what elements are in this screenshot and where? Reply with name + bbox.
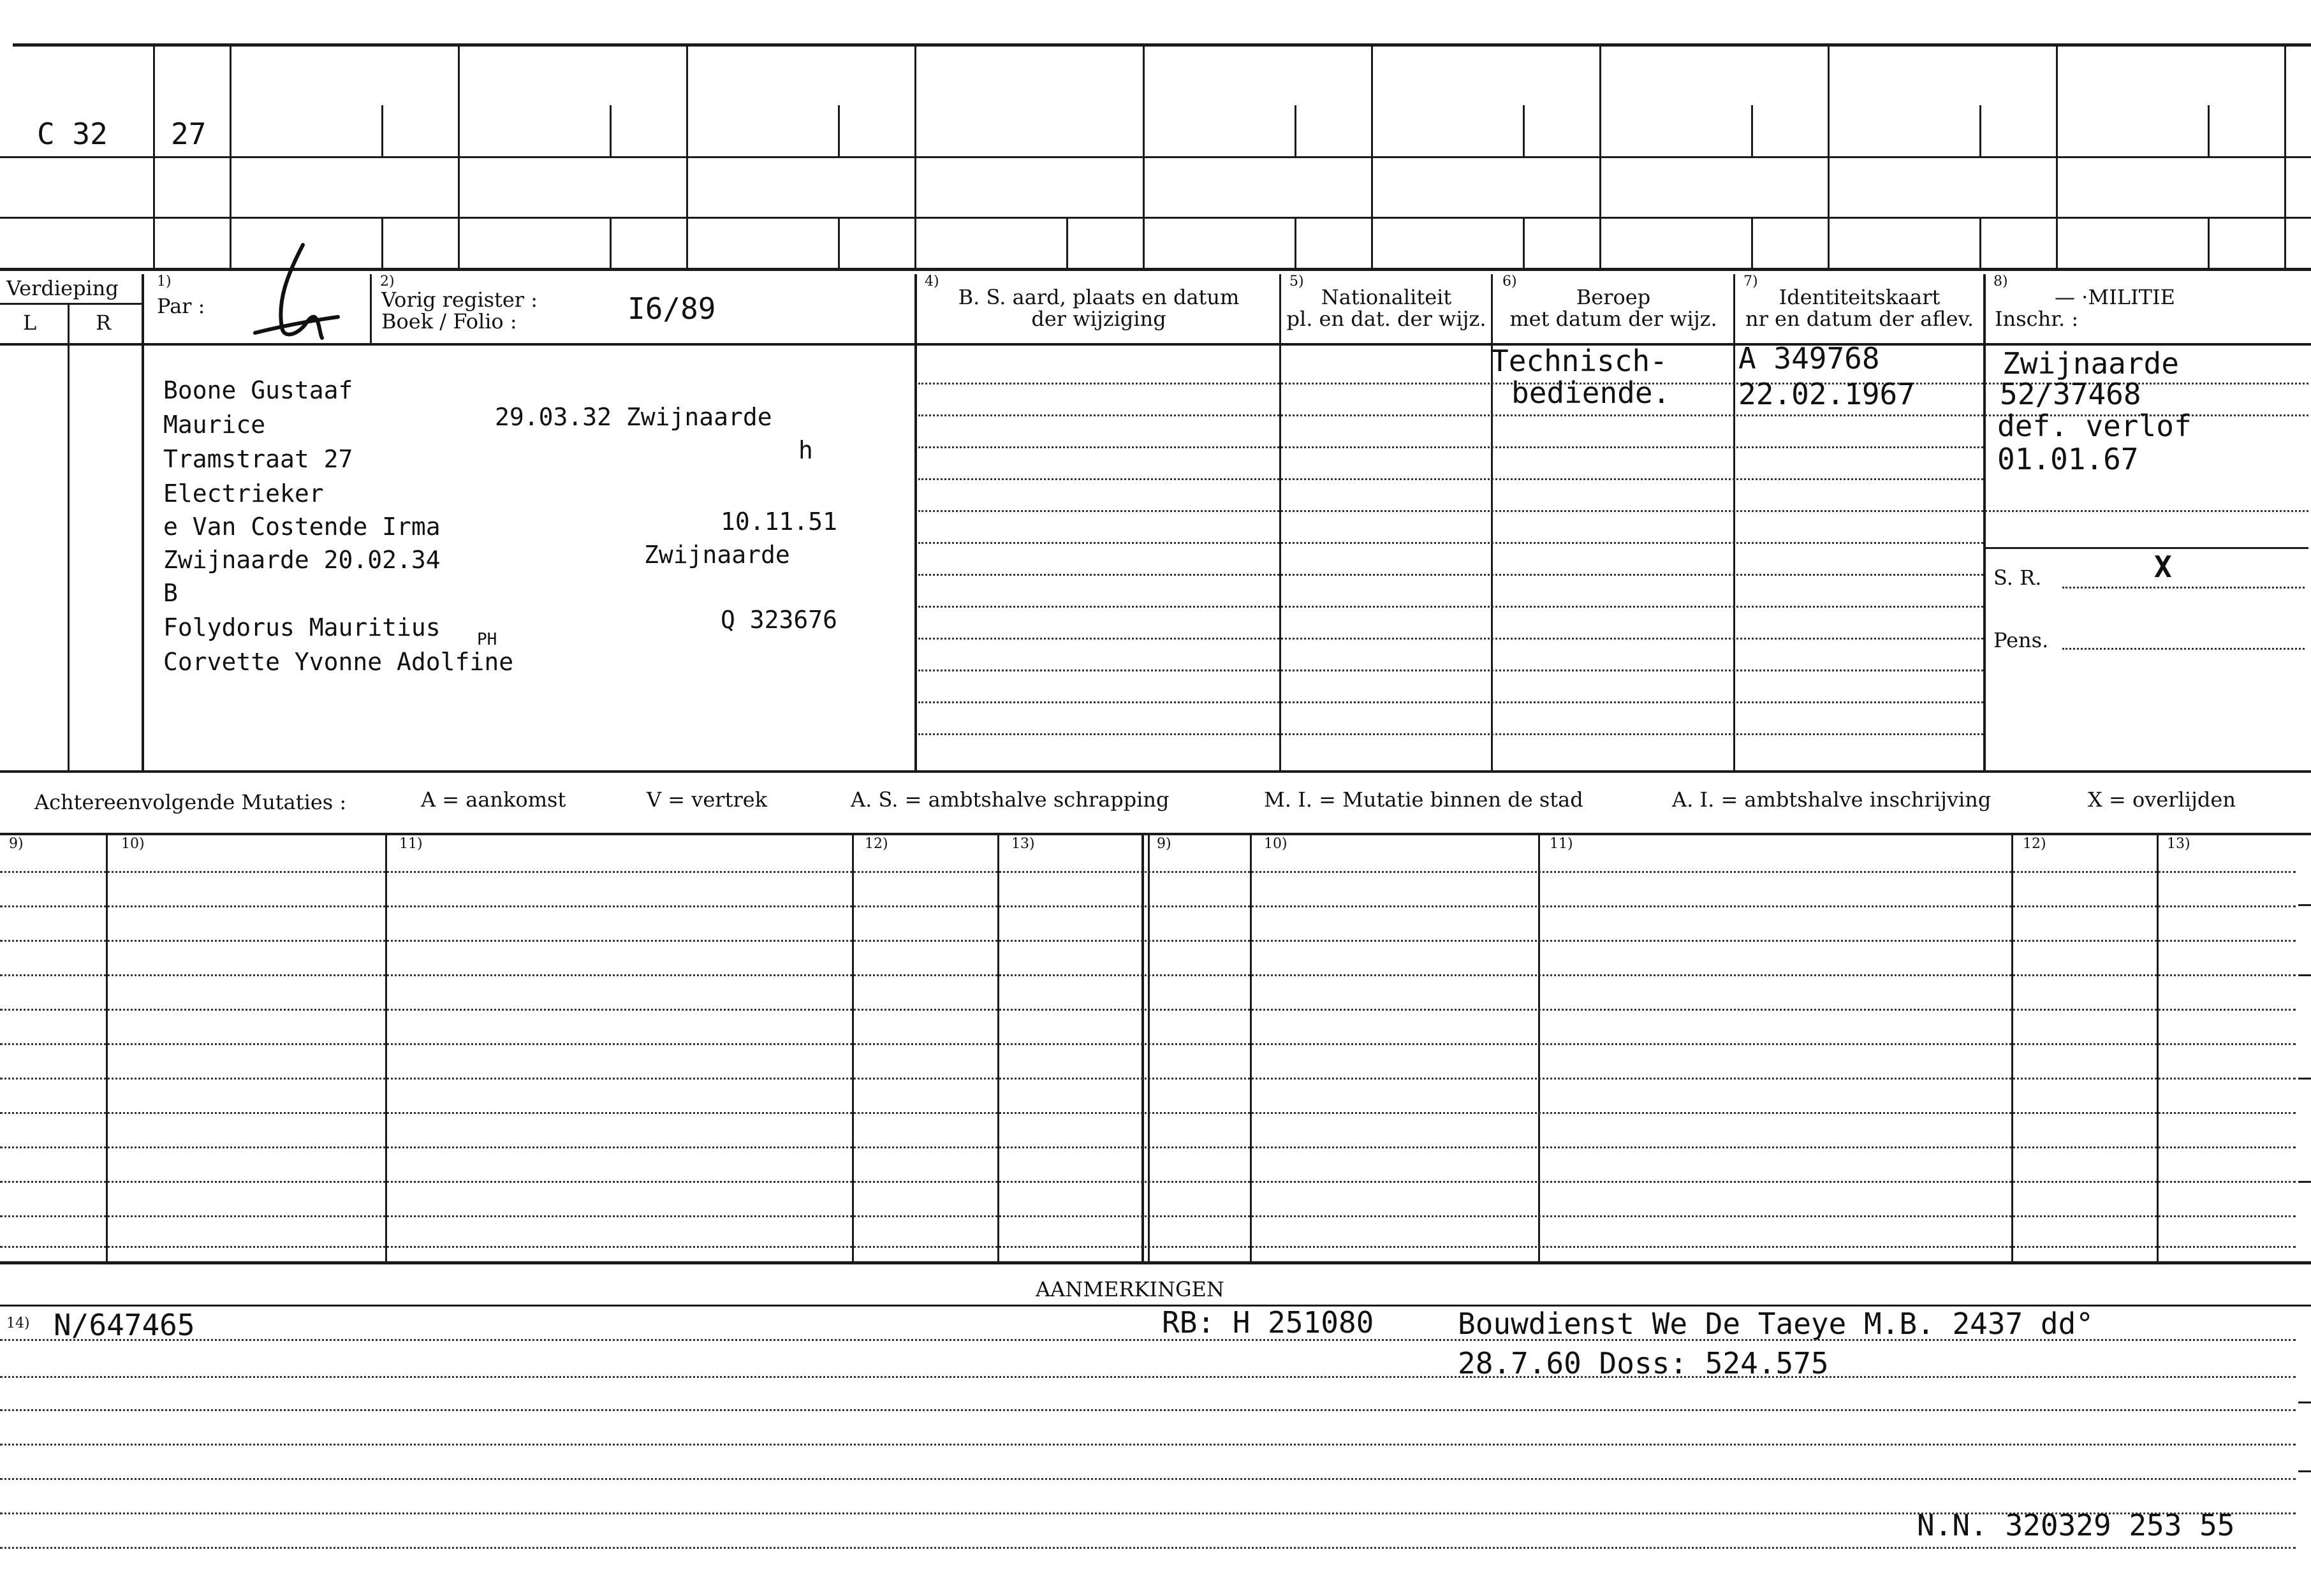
- national-number: N.N. 320329 253 55: [1917, 1508, 2235, 1542]
- mut-col-divider: [852, 834, 854, 1263]
- mut-col-9: 9): [9, 836, 24, 852]
- remark-bouwdienst: Bouwdienst We De Taeye M.B. 2437 dd°: [1458, 1307, 2094, 1341]
- boek-folio-value: I6/89: [627, 291, 716, 326]
- boek-folio-label: Boek / Folio :: [381, 309, 517, 333]
- field-num-2: 2): [380, 274, 395, 289]
- field-num-4: 4): [925, 274, 939, 289]
- mut-dotted-row: [0, 871, 2296, 873]
- col5-header-line1: Nationaliteit: [1321, 285, 1452, 309]
- dotted-row: [918, 542, 1983, 544]
- mut-col-divider: [2157, 834, 2159, 1263]
- person-spouse: e Van Costende Irma: [163, 513, 441, 541]
- col-divider-7: [1733, 274, 1735, 772]
- body-bottom-line: [0, 770, 2311, 773]
- top-grid-divider: [458, 45, 460, 269]
- mut-col-divider: [1538, 834, 1540, 1263]
- col8-header-line2: Inschr. :: [1995, 307, 2079, 331]
- code-c32: C 32: [37, 117, 108, 151]
- edge-tick: [2298, 904, 2311, 906]
- par-signature: [242, 237, 344, 346]
- top-grid-divider: [914, 45, 916, 269]
- col8-header-line1: — ·MILITIE: [2055, 285, 2175, 309]
- col-divider-2: [370, 274, 372, 344]
- person-profession: Electrieker: [163, 480, 324, 508]
- top-grid-divider: [1599, 45, 1601, 269]
- mut-col-13: 13): [1011, 836, 1035, 852]
- dotted-row: [918, 478, 1983, 480]
- col-r-label: R: [96, 311, 112, 335]
- dotted-row: [918, 638, 1983, 640]
- remark-rb: RB: H 251080: [1162, 1305, 1374, 1340]
- top-grid-subdivider: [838, 105, 840, 156]
- col-divider-1: [142, 274, 144, 772]
- mut-dotted-row: [0, 974, 2296, 976]
- top-grid-divider: [1371, 45, 1373, 269]
- col-divider-4: [914, 274, 917, 772]
- beroep-line1: Technisch-: [1491, 344, 1668, 378]
- militie-number: 52/37468: [2000, 377, 2141, 411]
- field-num-8: 8): [1993, 274, 2008, 289]
- top-grid-divider: [230, 45, 231, 269]
- edge-tick: [2298, 974, 2311, 976]
- mut-col-11: 11): [399, 836, 423, 852]
- top-grid-subdivider: [1751, 105, 1753, 156]
- remark-dotted-row: [0, 1339, 2296, 1341]
- mut-col-12: 12): [865, 836, 888, 852]
- mut-col-divider-center: [1148, 834, 1150, 1263]
- mut-col-divider: [106, 834, 108, 1263]
- identiteit-number: A 349768: [1738, 341, 1880, 376]
- top-grid-subdivider: [1979, 217, 1981, 268]
- legend-overlijden: X = overlijden: [2088, 787, 2236, 812]
- mut-dotted-row: [0, 1078, 2296, 1080]
- legend-schrapping: A. S. = ambtshalve schrapping: [851, 787, 1170, 812]
- mut-col-divider: [1250, 834, 1252, 1263]
- mut-col-divider-center: [1141, 834, 1144, 1263]
- mut-col-10: 10): [121, 836, 145, 852]
- ph-mark: PH: [477, 630, 497, 649]
- top-grid-subdivider: [381, 105, 383, 156]
- edge-tick: [2298, 1078, 2311, 1080]
- field-num-6: 6): [1502, 274, 1517, 289]
- beroep-line2: bediende.: [1511, 376, 1671, 410]
- mutaties-top-line: [0, 833, 2311, 835]
- mut-dotted-row: [0, 1246, 2296, 1248]
- legend-inschrijving: A. I. = ambtshalve inschrijving: [1672, 787, 1992, 812]
- col-divider-8: [1983, 274, 1986, 772]
- col7-header-line2: nr en datum der aflev.: [1745, 307, 1974, 331]
- militie-place: Zwijnaarde: [2002, 346, 2179, 381]
- mut-dotted-row: [0, 1043, 2296, 1045]
- mut-col-divider: [385, 834, 387, 1263]
- top-grid-subdivider: [610, 217, 612, 268]
- col6-header-line1: Beroep: [1576, 285, 1651, 309]
- remark-dotted-row: [0, 1547, 2296, 1549]
- person-q-number: Q 323676: [721, 606, 838, 634]
- sr-value: X: [2154, 550, 2172, 584]
- verdieping-divider: [0, 303, 142, 305]
- verdieping-label: Verdieping: [6, 276, 119, 300]
- mutaties-title: Achtereenvolgende Mutaties :: [34, 790, 347, 814]
- col6-header-line2: met datum der wijz.: [1509, 307, 1717, 331]
- aanmerkingen-title: AANMERKINGEN: [1036, 1277, 1224, 1301]
- mut-col-12b: 12): [2023, 836, 2046, 852]
- militie-status: def. verlof: [1997, 409, 2192, 443]
- col-divider-5: [1279, 274, 1281, 772]
- col5-header-line2: pl. en dat. der wijz.: [1286, 307, 1486, 331]
- person-b-mark: B: [163, 579, 178, 607]
- top-grid-rule: [0, 156, 2311, 158]
- edge-tick: [2298, 1470, 2311, 1472]
- mut-col-13b: 13): [2167, 836, 2190, 852]
- top-border-line: [13, 43, 2311, 47]
- marriage-date: 10.11.51: [721, 508, 838, 536]
- field-num-5: 5): [1289, 274, 1304, 289]
- header-top-line: [0, 268, 2311, 271]
- col4-header-line1: B. S. aard, plaats en datum: [958, 285, 1240, 309]
- dotted-row: [918, 446, 1983, 448]
- top-grid-subdivider: [1523, 217, 1525, 268]
- remark-dotted-row: [0, 1444, 2296, 1446]
- militie-divider: [1986, 547, 2308, 549]
- mut-dotted-row: [0, 1181, 2296, 1183]
- code-27: 27: [171, 117, 207, 151]
- top-grid-subdivider: [838, 217, 840, 268]
- sr-dotted-line: [2062, 587, 2305, 589]
- top-grid-divider: [2284, 45, 2286, 269]
- top-grid-rule: [0, 217, 2311, 219]
- mutaties-bottom-line: [0, 1261, 2311, 1264]
- militie-date: 01.01.67: [1997, 442, 2139, 476]
- top-grid-subdivider: [1295, 217, 1296, 268]
- top-grid-subdivider: [1066, 217, 1068, 268]
- mut-dotted-row: [0, 1009, 2296, 1011]
- remark-dossier: 28.7.60 Doss: 524.575: [1458, 1346, 1829, 1380]
- par-label: Par :: [157, 294, 205, 318]
- vorig-register-label: Vorig register :: [381, 288, 538, 312]
- mut-col-divider: [997, 834, 999, 1263]
- top-grid-divider: [153, 45, 155, 269]
- mother-name: Corvette Yvonne Adolfine: [163, 648, 514, 676]
- remark-dotted-row: [0, 1376, 2296, 1378]
- spouse-birthplace: Zwijnaarde: [644, 541, 790, 569]
- pens-label: Pens.: [1993, 628, 2049, 652]
- person-address: Tramstraat 27: [163, 445, 353, 473]
- mut-col-11b: 11): [1550, 836, 1573, 852]
- dotted-row: [918, 510, 2308, 512]
- dotted-row: [918, 733, 1983, 735]
- dotted-row: [918, 670, 1983, 671]
- person-name: Boone Gustaaf: [163, 376, 353, 404]
- top-grid-subdivider: [1751, 217, 1753, 268]
- sr-label: S. R.: [1993, 566, 2042, 590]
- dotted-row: [918, 574, 1983, 576]
- mut-col-9b: 9): [1157, 836, 1171, 852]
- person-h-mark: h: [798, 436, 813, 464]
- col7-header-line1: Identiteitskaart: [1779, 285, 1941, 309]
- top-grid-subdivider: [2208, 105, 2210, 156]
- pens-dotted-line: [2062, 648, 2305, 650]
- top-grid-subdivider: [381, 217, 383, 268]
- mut-dotted-row: [0, 1215, 2296, 1217]
- father-name: Folydorus Mauritius: [163, 613, 441, 641]
- top-grid-divider: [2056, 45, 2058, 269]
- spouse-birth: Zwijnaarde 20.02.34: [163, 546, 441, 574]
- field-num-1: 1): [157, 274, 172, 289]
- dotted-row: [918, 606, 1983, 608]
- col4-header-line2: der wijziging: [1031, 307, 1166, 331]
- legend-mutatie-stad: M. I. = Mutatie binnen de stad: [1264, 787, 1583, 812]
- top-grid-divider: [1828, 45, 1830, 269]
- top-grid-subdivider: [1295, 105, 1296, 156]
- dotted-row: [918, 701, 1983, 703]
- top-grid-divider: [686, 45, 688, 269]
- col-l-label: L: [23, 311, 37, 335]
- edge-tick: [2298, 1181, 2311, 1183]
- mut-dotted-row: [0, 905, 2296, 907]
- edge-tick: [2298, 1402, 2311, 1403]
- field-num-14: 14): [6, 1315, 30, 1331]
- mut-col-divider: [2011, 834, 2013, 1263]
- person-birth: 29.03.32 Zwijnaarde: [495, 403, 772, 431]
- top-grid-subdivider: [1523, 105, 1525, 156]
- legend-aankomst: A = aankomst: [421, 787, 566, 812]
- mut-col-10b: 10): [1264, 836, 1288, 852]
- col-divider-lr: [68, 303, 70, 772]
- remark-dotted-row: [0, 1409, 2296, 1411]
- top-grid-subdivider: [610, 105, 612, 156]
- identiteit-date: 22.02.1967: [1738, 377, 1915, 411]
- mut-dotted-row: [0, 1112, 2296, 1114]
- mut-dotted-row: [0, 1146, 2296, 1148]
- remark-dotted-row: [0, 1478, 2296, 1480]
- mut-dotted-row: [0, 940, 2296, 942]
- legend-vertrek: V = vertrek: [647, 787, 768, 812]
- top-grid-subdivider: [2208, 217, 2210, 268]
- top-grid-subdivider: [1979, 105, 1981, 156]
- remark-number: N/647465: [54, 1308, 195, 1342]
- header-bottom-line: [0, 343, 2311, 346]
- top-grid-divider: [1143, 45, 1145, 269]
- person-firstname: Maurice: [163, 411, 266, 439]
- field-num-7: 7): [1743, 274, 1758, 289]
